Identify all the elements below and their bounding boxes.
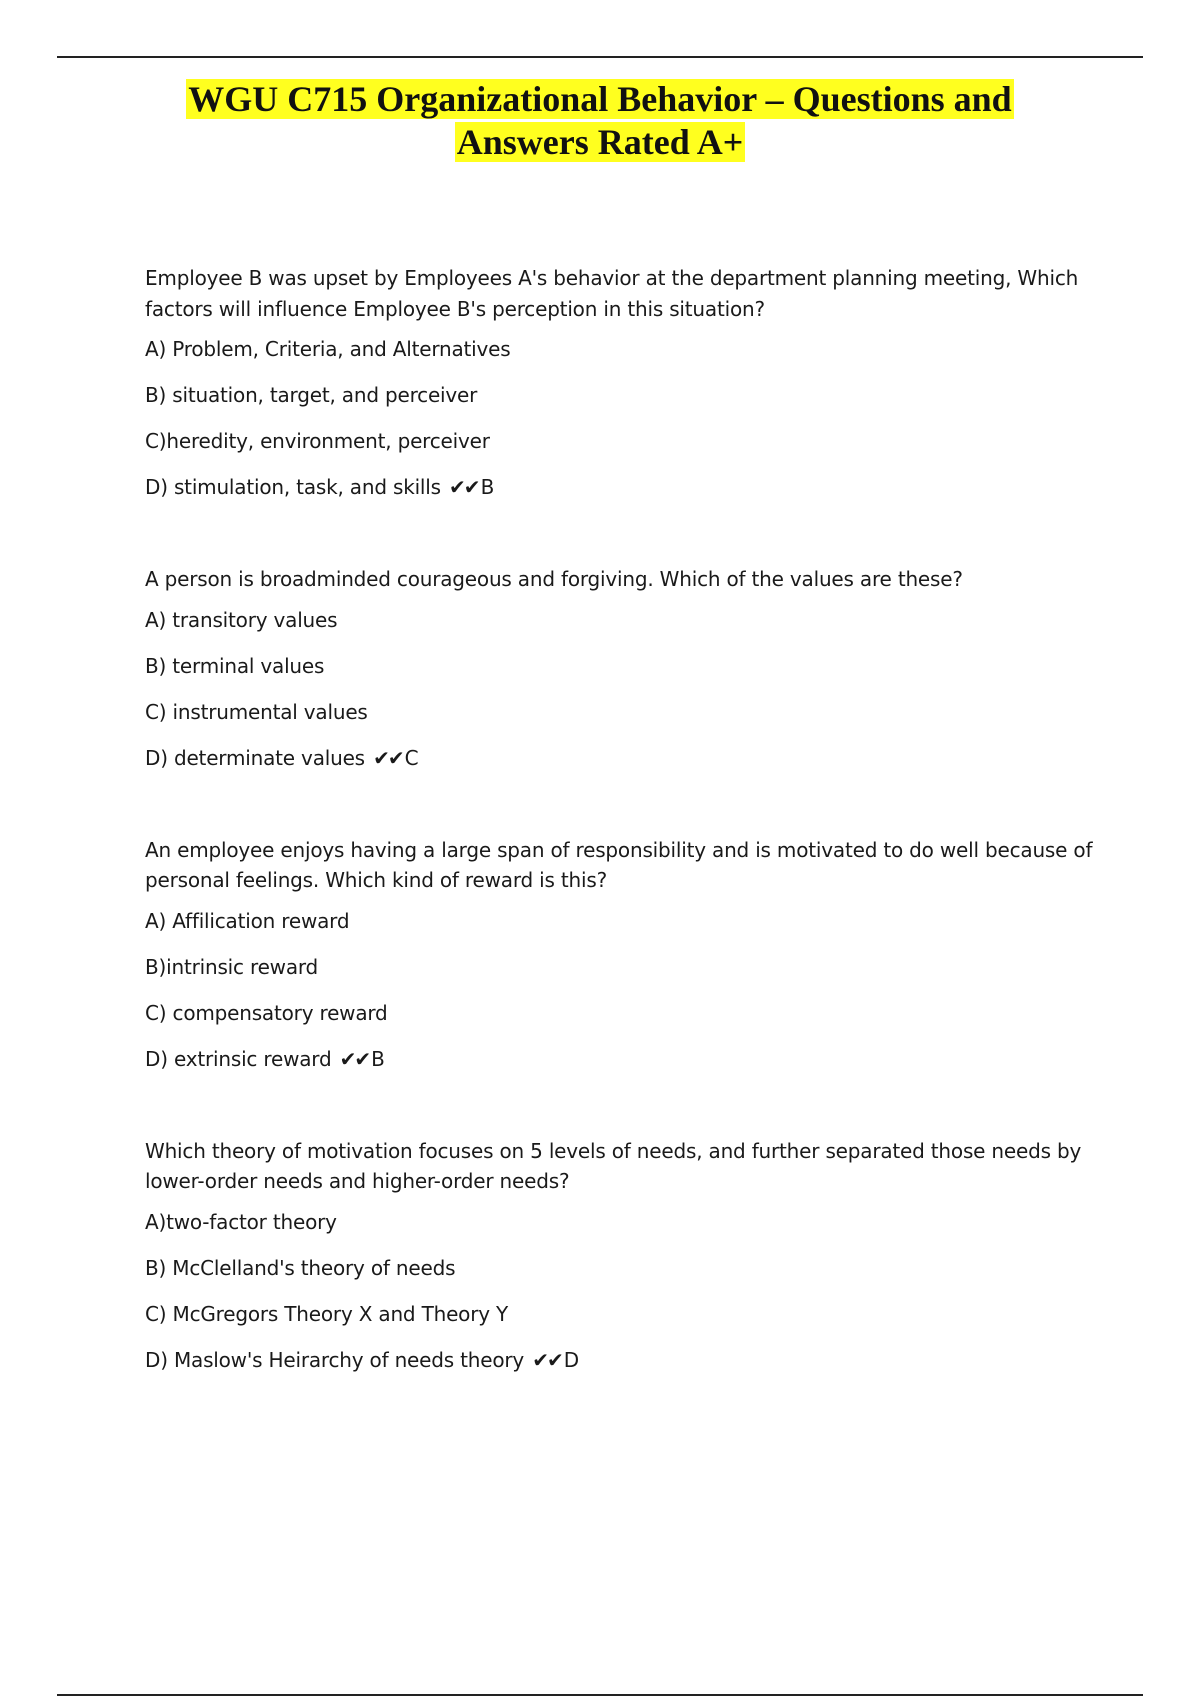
option-b: B)intrinsic reward — [145, 954, 319, 979]
option-a: A)two-factor theory — [145, 1209, 337, 1234]
title-line-2: Answers Rated A+ — [456, 122, 744, 162]
question-2 — [145, 564, 1105, 773]
option-d — [145, 1044, 1105, 1074]
title-line-1: WGU C715 Organizational Behavior – Questions and — [188, 79, 1012, 119]
option-d-text: D) determinate values — [145, 745, 365, 770]
option-a: A) Problem, Criteria, and Alternatives — [145, 337, 511, 361]
check-marks-icon: ✔✔ — [339, 1046, 370, 1071]
document-title — [100, 78, 1100, 164]
top-rule — [57, 56, 1143, 58]
answer-key: D — [563, 1347, 579, 1372]
check-marks-icon: ✔✔ — [449, 475, 479, 499]
answer-key: B — [480, 475, 495, 499]
option-d-text: D) extrinsic reward — [145, 1046, 332, 1071]
question-prompt: Which theory of motivation focuses on 5 levels of needs, and further separated those needs by lower-order needs and higher-order needs? — [145, 1138, 1082, 1193]
option-d-text: D) Maslow's Heirarchy of needs theory — [145, 1347, 525, 1372]
question-1 — [145, 263, 1105, 502]
option-d — [145, 472, 1105, 502]
questions-list — [145, 263, 1105, 1375]
bottom-rule — [57, 1694, 1143, 1696]
option-c: C) compensatory reward — [145, 1000, 388, 1025]
option-b: B) terminal values — [145, 653, 325, 678]
option-a: A) transitory values — [145, 607, 338, 632]
answer-key: B — [371, 1046, 385, 1071]
option-d — [145, 1345, 1105, 1375]
option-d — [145, 743, 1105, 773]
question-prompt: A person is broadminded courageous and forgiving. Which of the values are these? — [145, 567, 963, 591]
check-marks-icon: ✔✔ — [373, 745, 403, 770]
question-4 — [145, 1136, 1105, 1375]
question-prompt: An employee enjoys having a large span of responsibility and is motivated to do well because of personal feelings. Which kind of reward is this? — [145, 837, 1093, 892]
option-c: C) instrumental values — [145, 699, 368, 724]
option-a: A) Affilication reward — [145, 908, 350, 933]
option-c: C) McGregors Theory X and Theory Y — [145, 1301, 509, 1326]
option-d-text: D) stimulation, task, and skills — [145, 475, 441, 499]
answer-key: C — [404, 745, 419, 770]
check-marks-icon: ✔✔ — [532, 1347, 562, 1372]
option-b: B) situation, target, and perceiver — [145, 383, 478, 407]
question-prompt: Employee B was upset by Employees A's behavior at the department planning meeting, Which factors will influence Employee B's perception in this situation? — [145, 266, 1079, 321]
question-3 — [145, 835, 1105, 1074]
option-b: B) McClelland's theory of needs — [145, 1255, 456, 1280]
option-c: C)heredity, environment, perceiver — [145, 429, 490, 453]
